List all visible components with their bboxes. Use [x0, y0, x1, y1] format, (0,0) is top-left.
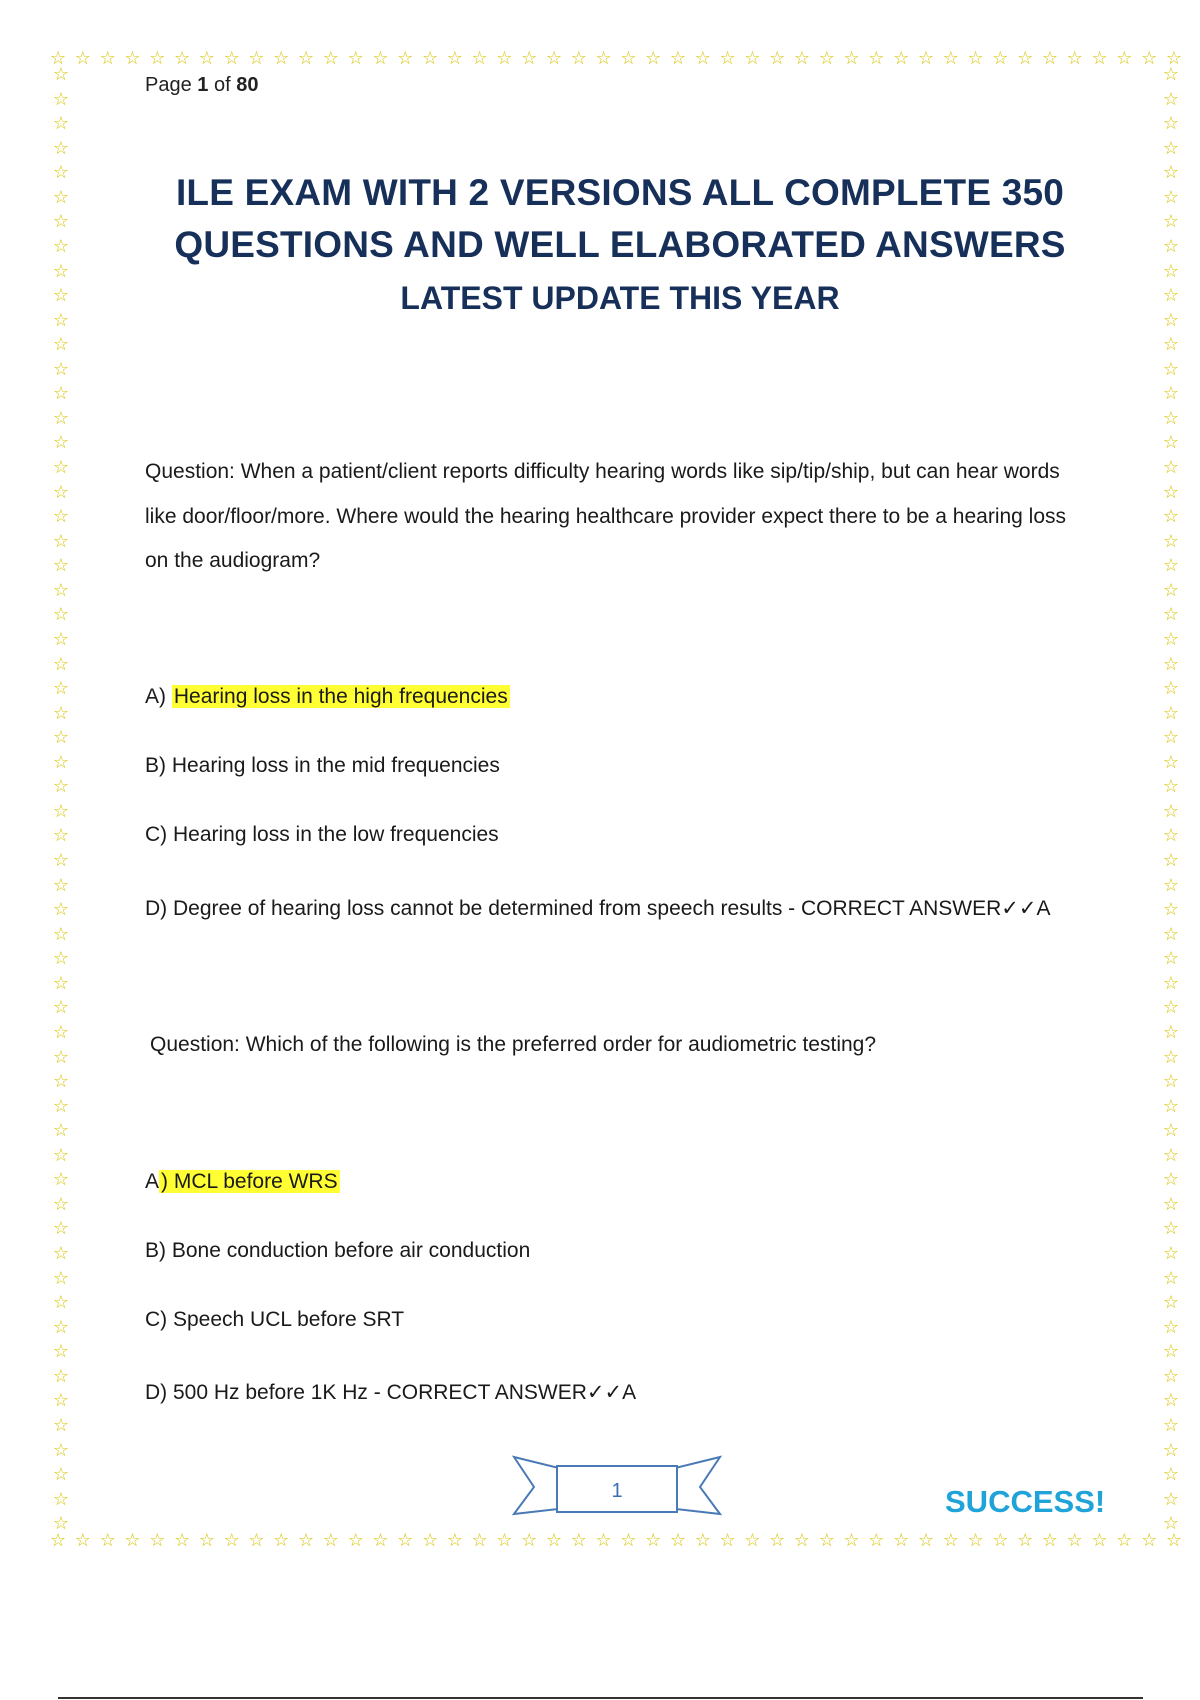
star-outline-icon: ☆ — [570, 48, 587, 69]
star-outline-icon: ☆ — [52, 162, 70, 184]
star-outline-icon: ☆ — [1091, 1530, 1108, 1551]
star-outline-icon: ☆ — [818, 1530, 835, 1551]
star-outline-icon: ☆ — [595, 48, 612, 69]
star-outline-icon: ☆ — [893, 1530, 910, 1551]
star-outline-icon: ☆ — [570, 1530, 587, 1551]
star-outline-icon: ☆ — [198, 1530, 215, 1551]
star-outline-icon: ☆ — [52, 628, 70, 650]
star-outline-icon: ☆ — [496, 1530, 513, 1551]
star-outline-icon: ☆ — [52, 1169, 70, 1191]
star-outline-icon: ☆ — [669, 1530, 687, 1551]
page-current: 1 — [197, 74, 209, 96]
star-outline-icon: ☆ — [52, 825, 70, 847]
star-outline-icon: ☆ — [52, 530, 70, 552]
star-outline-icon: ☆ — [52, 1390, 70, 1412]
star-outline-icon: ☆ — [1162, 874, 1180, 896]
star-outline-icon: ☆ — [149, 48, 166, 69]
star-outline-icon: ☆ — [1162, 678, 1180, 700]
question-2-option-d: D) 500 Hz before 1K Hz - CORRECT ANSWER✓✓A — [145, 1381, 637, 1404]
star-outline-icon: ☆ — [1162, 162, 1180, 184]
star-outline-icon: ☆ — [347, 48, 364, 69]
star-outline-icon: ☆ — [1162, 383, 1180, 405]
star-outline-icon: ☆ — [1162, 1021, 1180, 1043]
star-outline-icon: ☆ — [1162, 1365, 1180, 1387]
star-outline-icon: ☆ — [52, 1365, 70, 1387]
star-outline-icon: ☆ — [52, 972, 70, 994]
question-1-text: Question: When a patient/client reports difficulty hearing words like sip/tip/ship, but can hear words like door/floor/more. Where would the hearing healthcare provider expect there to be a hearing loss on the audiogram? — [145, 460, 1067, 572]
star-outline-icon: ☆ — [50, 1530, 67, 1551]
star-outline-icon: ☆ — [52, 1021, 70, 1043]
star-outline-icon: ☆ — [620, 1530, 637, 1551]
star-outline-icon: ☆ — [52, 604, 70, 626]
star-outline-icon: ☆ — [1162, 137, 1180, 159]
star-outline-icon: ☆ — [248, 48, 265, 69]
star-outline-icon: ☆ — [1162, 457, 1180, 478]
star-outline-icon: ☆ — [719, 1530, 736, 1551]
star-outline-icon: ☆ — [322, 48, 339, 69]
question-2-text: Question: Which of the following is the preferred order for audiometric testing? — [150, 1033, 877, 1056]
star-border-right — [1160, 66, 1182, 1534]
star-outline-icon: ☆ — [868, 1530, 885, 1551]
star-outline-icon: ☆ — [52, 383, 70, 405]
star-outline-icon: ☆ — [1162, 211, 1180, 233]
success-tagline: SUCCESS! — [945, 1484, 1106, 1519]
star-outline-icon: ☆ — [645, 1530, 662, 1551]
star-outline-icon: ☆ — [52, 997, 70, 1019]
star-outline-icon: ☆ — [297, 1530, 315, 1551]
star-outline-icon: ☆ — [1162, 113, 1180, 135]
star-outline-icon: ☆ — [1162, 334, 1180, 356]
star-outline-icon: ☆ — [52, 457, 70, 478]
star-outline-icon: ☆ — [52, 776, 70, 798]
star-outline-icon: ☆ — [917, 1530, 935, 1551]
star-outline-icon: ☆ — [793, 48, 811, 69]
star-outline-icon: ☆ — [52, 1464, 70, 1486]
star-outline-icon: ☆ — [124, 1530, 141, 1551]
star-outline-icon: ☆ — [52, 678, 70, 700]
star-outline-icon: ☆ — [967, 48, 984, 69]
star-outline-icon: ☆ — [1141, 1530, 1158, 1551]
star-outline-icon: ☆ — [1162, 1292, 1180, 1314]
star-outline-icon: ☆ — [1162, 1144, 1180, 1166]
star-outline-icon: ☆ — [942, 48, 959, 69]
star-outline-icon: ☆ — [868, 48, 885, 69]
star-outline-icon: ☆ — [545, 48, 563, 69]
document-title-line-1: ILE EXAM WITH 2 VERSIONS ALL COMPLETE 350 — [175, 172, 1065, 213]
star-border-left — [50, 66, 72, 1534]
star-outline-icon: ☆ — [223, 48, 240, 69]
star-outline-icon: ☆ — [1162, 1193, 1180, 1215]
star-outline-icon: ☆ — [1017, 48, 1034, 69]
star-outline-icon: ☆ — [620, 48, 637, 69]
star-outline-icon: ☆ — [52, 1071, 70, 1093]
star-outline-icon: ☆ — [521, 1530, 538, 1551]
star-outline-icon: ☆ — [421, 48, 439, 69]
document-title-line-2: QUESTIONS AND WELL ELABORATED ANSWERS — [174, 224, 1066, 265]
star-outline-icon: ☆ — [52, 1488, 70, 1510]
star-outline-icon: ☆ — [1162, 1218, 1180, 1240]
star-outline-icon: ☆ — [52, 260, 70, 282]
star-outline-icon: ☆ — [52, 285, 70, 307]
star-outline-icon: ☆ — [1162, 579, 1180, 601]
star-outline-icon: ☆ — [248, 1530, 265, 1551]
star-outline-icon: ☆ — [397, 48, 414, 69]
star-outline-icon: ☆ — [52, 235, 70, 257]
star-outline-icon: ☆ — [52, 1144, 70, 1166]
star-outline-icon: ☆ — [1162, 1513, 1180, 1534]
question-2-option-b: B) Bone conduction before air conduction — [145, 1239, 531, 1262]
star-outline-icon: ☆ — [769, 48, 786, 69]
star-outline-icon: ☆ — [992, 1530, 1009, 1551]
star-outline-icon: ☆ — [769, 1530, 786, 1551]
star-outline-icon: ☆ — [1162, 972, 1180, 994]
star-outline-icon: ☆ — [372, 1530, 389, 1551]
star-outline-icon: ☆ — [52, 1193, 70, 1215]
star-outline-icon: ☆ — [1162, 555, 1180, 577]
star-outline-icon: ☆ — [1162, 66, 1180, 85]
star-outline-icon: ☆ — [52, 850, 70, 871]
star-outline-icon: ☆ — [1162, 432, 1180, 454]
star-outline-icon: ☆ — [1162, 899, 1180, 921]
star-outline-icon: ☆ — [1162, 604, 1180, 626]
star-outline-icon: ☆ — [1066, 48, 1083, 69]
star-outline-icon: ☆ — [1162, 702, 1180, 724]
star-outline-icon: ☆ — [52, 481, 70, 503]
star-outline-icon: ☆ — [173, 1530, 191, 1551]
star-outline-icon: ☆ — [471, 48, 488, 69]
star-outline-icon: ☆ — [52, 727, 70, 749]
star-outline-icon: ☆ — [52, 1292, 70, 1314]
star-outline-icon: ☆ — [1162, 530, 1180, 552]
star-outline-icon: ☆ — [347, 1530, 364, 1551]
star-outline-icon: ☆ — [1162, 997, 1180, 1019]
star-outline-icon: ☆ — [52, 211, 70, 233]
star-outline-icon: ☆ — [1162, 1464, 1180, 1486]
star-outline-icon: ☆ — [223, 1530, 240, 1551]
star-outline-icon: ☆ — [1162, 1341, 1180, 1363]
star-outline-icon: ☆ — [1041, 48, 1059, 69]
star-outline-icon: ☆ — [52, 1316, 70, 1338]
star-outline-icon: ☆ — [744, 48, 761, 69]
star-border-top — [50, 48, 1182, 70]
page-indicator — [145, 74, 258, 97]
star-outline-icon: ☆ — [793, 1530, 811, 1551]
star-outline-icon: ☆ — [1162, 1071, 1180, 1093]
star-outline-icon: ☆ — [1091, 48, 1108, 69]
star-outline-icon: ☆ — [967, 1530, 984, 1551]
star-outline-icon: ☆ — [52, 579, 70, 601]
star-outline-icon: ☆ — [52, 1341, 70, 1363]
star-outline-icon: ☆ — [1162, 358, 1180, 380]
star-outline-icon: ☆ — [52, 88, 70, 110]
star-outline-icon: ☆ — [52, 1095, 70, 1117]
star-outline-icon: ☆ — [52, 1414, 70, 1436]
star-outline-icon: ☆ — [1162, 1390, 1180, 1412]
star-outline-icon: ☆ — [843, 1530, 860, 1551]
star-outline-icon: ☆ — [917, 48, 935, 69]
star-outline-icon: ☆ — [173, 48, 191, 69]
star-outline-icon: ☆ — [1162, 751, 1180, 773]
star-outline-icon: ☆ — [595, 1530, 612, 1551]
star-outline-icon: ☆ — [1162, 1169, 1180, 1191]
star-outline-icon: ☆ — [1141, 48, 1158, 69]
star-outline-icon: ☆ — [645, 48, 662, 69]
star-outline-icon: ☆ — [1162, 1046, 1180, 1068]
star-outline-icon: ☆ — [744, 1530, 761, 1551]
star-outline-icon: ☆ — [52, 899, 70, 921]
star-outline-icon: ☆ — [198, 48, 215, 69]
star-outline-icon: ☆ — [1162, 1120, 1180, 1142]
star-outline-icon: ☆ — [1162, 1414, 1180, 1436]
star-outline-icon: ☆ — [818, 48, 835, 69]
star-outline-icon: ☆ — [52, 1439, 70, 1461]
question-2-option-c: C) Speech UCL before SRT — [145, 1308, 405, 1331]
star-outline-icon: ☆ — [397, 1530, 414, 1551]
star-outline-icon: ☆ — [52, 1120, 70, 1142]
star-outline-icon: ☆ — [1165, 48, 1182, 69]
star-outline-icon: ☆ — [1162, 628, 1180, 650]
highlighted-answer: Hearing loss in the high frequencies — [173, 685, 508, 708]
star-outline-icon: ☆ — [297, 48, 315, 69]
star-outline-icon: ☆ — [322, 1530, 339, 1551]
star-outline-icon: ☆ — [893, 48, 910, 69]
star-outline-icon: ☆ — [52, 186, 70, 208]
bottom-divider — [58, 1697, 1143, 1699]
star-outline-icon: ☆ — [694, 48, 711, 69]
star-outline-icon: ☆ — [1162, 825, 1180, 847]
question-1-option-a — [145, 685, 510, 709]
star-outline-icon: ☆ — [50, 48, 67, 69]
star-outline-icon: ☆ — [496, 48, 513, 69]
star-outline-icon: ☆ — [843, 48, 860, 69]
star-outline-icon: ☆ — [521, 48, 538, 69]
star-outline-icon: ☆ — [1162, 850, 1180, 871]
star-outline-icon: ☆ — [471, 1530, 488, 1551]
highlighted-answer: ) MCL before WRS — [161, 1170, 338, 1193]
star-outline-icon: ☆ — [99, 48, 116, 69]
page-of-word: of — [213, 74, 231, 96]
star-outline-icon: ☆ — [52, 751, 70, 773]
star-outline-icon: ☆ — [52, 506, 70, 528]
star-outline-icon: ☆ — [74, 48, 91, 69]
star-outline-icon: ☆ — [52, 923, 70, 945]
star-outline-icon: ☆ — [52, 432, 70, 454]
star-outline-icon: ☆ — [1162, 285, 1180, 307]
page-total: 80 — [236, 74, 259, 96]
star-outline-icon: ☆ — [1162, 260, 1180, 282]
star-outline-icon: ☆ — [99, 1530, 116, 1551]
star-outline-icon: ☆ — [1165, 1530, 1182, 1551]
star-outline-icon: ☆ — [52, 874, 70, 896]
star-outline-icon: ☆ — [1162, 923, 1180, 945]
star-outline-icon: ☆ — [1162, 1267, 1180, 1289]
star-outline-icon: ☆ — [446, 1530, 463, 1551]
star-outline-icon: ☆ — [52, 1243, 70, 1264]
star-outline-icon: ☆ — [421, 1530, 439, 1551]
star-outline-icon: ☆ — [1041, 1530, 1059, 1551]
option-prefix: A — [145, 1170, 160, 1193]
star-border-bottom — [50, 1530, 1182, 1552]
star-outline-icon: ☆ — [52, 358, 70, 380]
star-outline-icon: ☆ — [52, 1267, 70, 1289]
star-outline-icon: ☆ — [124, 48, 141, 69]
star-outline-icon: ☆ — [52, 948, 70, 970]
star-outline-icon: ☆ — [1162, 88, 1180, 110]
star-outline-icon: ☆ — [52, 66, 70, 85]
star-outline-icon: ☆ — [52, 702, 70, 724]
star-outline-icon: ☆ — [1162, 1439, 1180, 1461]
star-outline-icon: ☆ — [1116, 48, 1133, 69]
star-outline-icon: ☆ — [52, 653, 70, 675]
star-outline-icon: ☆ — [1162, 800, 1180, 822]
star-outline-icon: ☆ — [1162, 1316, 1180, 1338]
star-outline-icon: ☆ — [52, 309, 70, 331]
star-outline-icon: ☆ — [1017, 1530, 1034, 1551]
star-outline-icon: ☆ — [942, 1530, 959, 1551]
star-outline-icon: ☆ — [719, 48, 736, 69]
star-outline-icon: ☆ — [52, 407, 70, 429]
star-outline-icon: ☆ — [1066, 1530, 1083, 1551]
question-1-option-d: D) Degree of hearing loss cannot be determined from speech results - CORRECT ANSWER✓✓A — [145, 897, 1051, 920]
star-outline-icon: ☆ — [52, 113, 70, 135]
star-outline-icon: ☆ — [1162, 727, 1180, 749]
star-outline-icon: ☆ — [74, 1530, 91, 1551]
star-outline-icon: ☆ — [52, 1218, 70, 1240]
star-outline-icon: ☆ — [52, 800, 70, 822]
document-subtitle: LATEST UPDATE THIS YEAR — [400, 280, 840, 316]
star-outline-icon: ☆ — [1162, 948, 1180, 970]
star-outline-icon: ☆ — [1162, 309, 1180, 331]
star-outline-icon: ☆ — [273, 48, 290, 69]
star-outline-icon: ☆ — [1162, 407, 1180, 429]
star-outline-icon: ☆ — [1162, 481, 1180, 503]
star-outline-icon: ☆ — [149, 1530, 166, 1551]
star-outline-icon: ☆ — [545, 1530, 563, 1551]
star-outline-icon: ☆ — [1162, 1095, 1180, 1117]
star-outline-icon: ☆ — [372, 48, 389, 69]
star-outline-icon: ☆ — [1162, 653, 1180, 675]
star-outline-icon: ☆ — [52, 137, 70, 159]
ribbon-banner-icon — [512, 1452, 722, 1522]
question-2-option-a — [145, 1170, 340, 1194]
question-1-option-c: C) Hearing loss in the low frequencies — [145, 823, 499, 846]
star-outline-icon: ☆ — [669, 48, 687, 69]
star-outline-icon: ☆ — [1116, 1530, 1133, 1551]
footer-page-number: 1 — [611, 1480, 623, 1502]
star-outline-icon: ☆ — [1162, 235, 1180, 257]
star-outline-icon: ☆ — [52, 1513, 70, 1534]
option-prefix: A) — [145, 685, 172, 708]
star-outline-icon: ☆ — [1162, 1488, 1180, 1510]
star-outline-icon: ☆ — [52, 1046, 70, 1068]
star-outline-icon: ☆ — [1162, 776, 1180, 798]
star-outline-icon: ☆ — [52, 555, 70, 577]
star-outline-icon: ☆ — [992, 48, 1009, 69]
star-outline-icon: ☆ — [1162, 186, 1180, 208]
star-outline-icon: ☆ — [1162, 506, 1180, 528]
question-1-option-b: B) Hearing loss in the mid frequencies — [145, 754, 500, 777]
page-word: Page — [145, 74, 192, 96]
star-outline-icon: ☆ — [446, 48, 463, 69]
star-outline-icon: ☆ — [52, 334, 70, 356]
star-outline-icon: ☆ — [273, 1530, 290, 1551]
star-outline-icon: ☆ — [1162, 1243, 1180, 1264]
star-outline-icon: ☆ — [694, 1530, 711, 1551]
